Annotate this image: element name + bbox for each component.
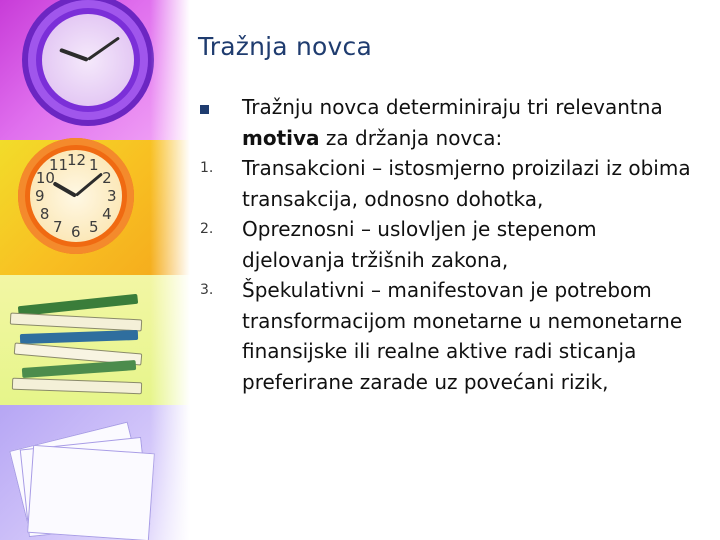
intro-emphasis: motiva [242,125,320,150]
list-item-text: Transakcioni – istosmjerno proizilazi iz obima transakcija, odnosno dohotka, [242,156,691,211]
list-number: 3. [200,282,214,298]
clock-numeral: 4 [102,205,112,223]
list-item-transakcioni [198,153,704,214]
purple-clock-icon [28,0,148,120]
clock-numeral: 12 [67,151,87,169]
bullet-marker [200,92,209,123]
intro-text: Tražnju novca determiniraju tri relevantna motiva za držanja novca: [242,95,663,150]
clock-face [30,150,122,242]
list-item-text: Opreznosni – uslovljen je stepenom djelovanja tržišnih zakona, [242,217,597,272]
clock-numeral: 2 [102,169,112,187]
clock-numeral: 6 [71,223,81,241]
list-item-opreznosni [198,214,704,275]
clock-numeral: 3 [107,187,117,205]
orange-clock-icon [18,138,134,254]
clock-numeral: 1 [89,155,99,174]
list-number: 2. [200,221,214,237]
slide-title: Tražnja novca [198,32,372,61]
clock-numeral: 9 [35,187,45,205]
clock-numeral: 8 [39,205,50,223]
clock-hour-hand [59,48,89,62]
clock-numeral: 7 [53,218,63,237]
clock-numeral: 5 [89,218,99,237]
slide-body [198,92,704,397]
list-item-text: Špekulativni – manifestovan je potrebom transformacijom monetarne u nemonetarne finansijske ili realne aktive radi sticanja preferirane zarade uz povećani rizik, [242,278,683,394]
clock-minute-hand [75,172,103,196]
clock-numeral: 10 [35,169,55,187]
list-number: 1. [200,160,214,176]
clock-numeral: 11 [49,155,69,174]
clock-hour-hand [52,181,77,197]
intro-bullet [198,92,704,153]
decorative-image-strip [0,0,190,540]
clock-minute-hand [87,36,120,60]
clock-face [42,14,134,106]
list-item-spekulativni [198,275,704,397]
image-fade [150,0,190,540]
